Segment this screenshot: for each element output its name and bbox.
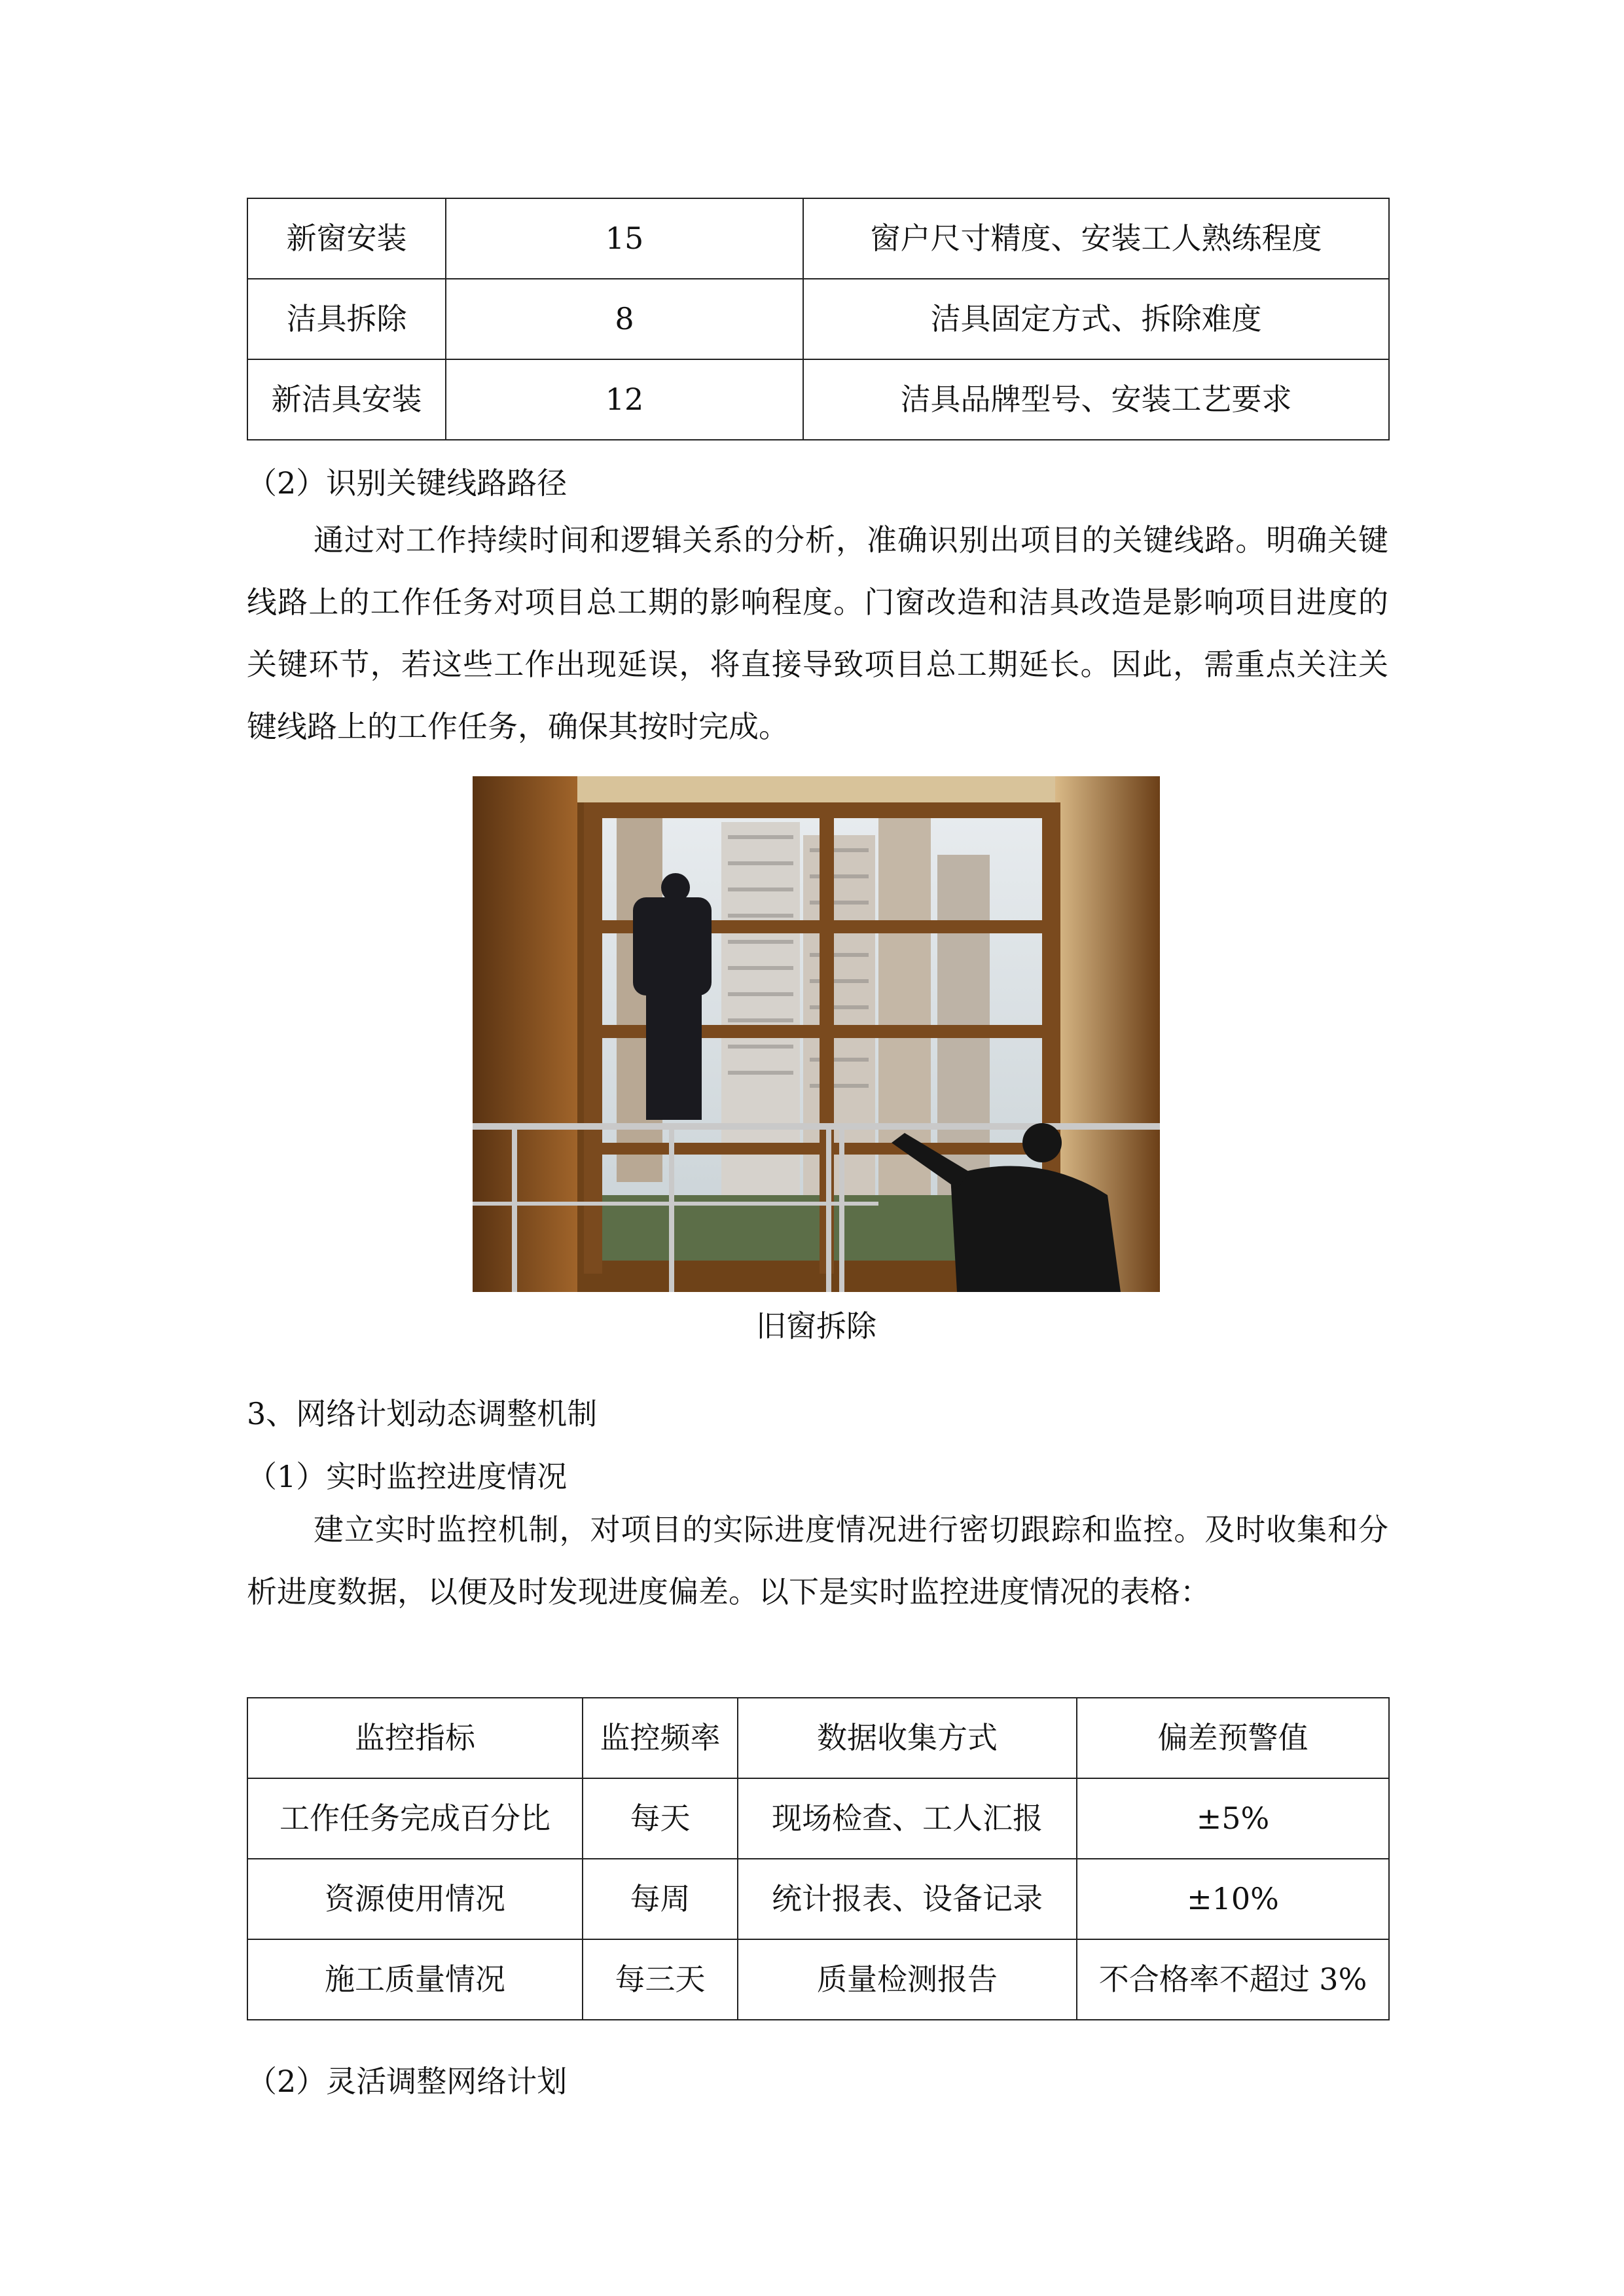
- column-header: 偏差预警值: [1077, 1698, 1389, 1778]
- table-cell: 洁具固定方式、拆除难度: [803, 279, 1389, 359]
- subsection-heading: （2）灵活调整网络计划: [247, 2064, 568, 2099]
- table-cell: 每天: [583, 1778, 738, 1859]
- table-row: [247, 359, 1389, 440]
- table-cell: 质量检测报告: [738, 1939, 1077, 2020]
- subsection-heading: （1）实时监控进度情况: [247, 1459, 568, 1494]
- table-cell: 现场检查、工人汇报: [738, 1778, 1077, 1859]
- table-cell: 施工质量情况: [247, 1939, 583, 2020]
- table-header-row: [247, 1698, 1389, 1778]
- table-row: [247, 1939, 1389, 2020]
- work-duration-table: [247, 198, 1390, 440]
- table-cell: ±10%: [1077, 1859, 1389, 1939]
- table-cell: 8: [446, 279, 803, 359]
- table-row: [247, 1859, 1389, 1939]
- table-cell: 不合格率不超过 3%: [1077, 1939, 1389, 2020]
- table-cell: 洁具品牌型号、安装工艺要求: [803, 359, 1389, 440]
- table-cell: ±5%: [1077, 1778, 1389, 1859]
- table-row: [247, 279, 1389, 359]
- section-heading: （2）识别关键线路路径: [247, 465, 568, 501]
- table-cell: 窗户尺寸精度、安装工人熟练程度: [803, 198, 1389, 279]
- table-cell: 工作任务完成百分比: [247, 1778, 583, 1859]
- table-cell: 资源使用情况: [247, 1859, 583, 1939]
- column-header: 监控频率: [583, 1698, 738, 1778]
- progress-monitoring-table: [247, 1697, 1390, 2020]
- figure-caption: 旧窗拆除: [756, 1308, 876, 1344]
- table-cell: 每周: [583, 1859, 738, 1939]
- table-cell: 12: [446, 359, 803, 440]
- table-row: [247, 1778, 1389, 1859]
- column-header: 监控指标: [247, 1698, 583, 1778]
- paragraph: 建立实时监控机制，对项目的实际进度情况进行密切跟踪和监控。及时收集和分析进度数据，以便及时发现进度偏差。以下是实时监控进度情况的表格：: [247, 1512, 1388, 1609]
- paragraph: 通过对工作持续时间和逻辑关系的分析，准确识别出项目的关键线路。明确关键线路上的工作任务对项目总工期的影响程度。门窗改造和洁具改造是影响项目进度的关键环节，若这些工作出现延误，将直接导致项目总工期延长。因此，需重点关注关键线路上的工作任务，确保其按时完成。: [247, 522, 1388, 744]
- section-heading: 3、网络计划动态调整机制: [247, 1396, 598, 1431]
- column-header: 数据收集方式: [738, 1698, 1077, 1778]
- window-removal-photo: [473, 776, 1160, 1292]
- table-cell: 15: [446, 198, 803, 279]
- table-cell: 统计报表、设备记录: [738, 1859, 1077, 1939]
- table-cell: 每三天: [583, 1939, 738, 2020]
- table-cell: 新洁具安装: [247, 359, 446, 440]
- table-cell: 新窗安装: [247, 198, 446, 279]
- table-row: [247, 198, 1389, 279]
- table-cell: 洁具拆除: [247, 279, 446, 359]
